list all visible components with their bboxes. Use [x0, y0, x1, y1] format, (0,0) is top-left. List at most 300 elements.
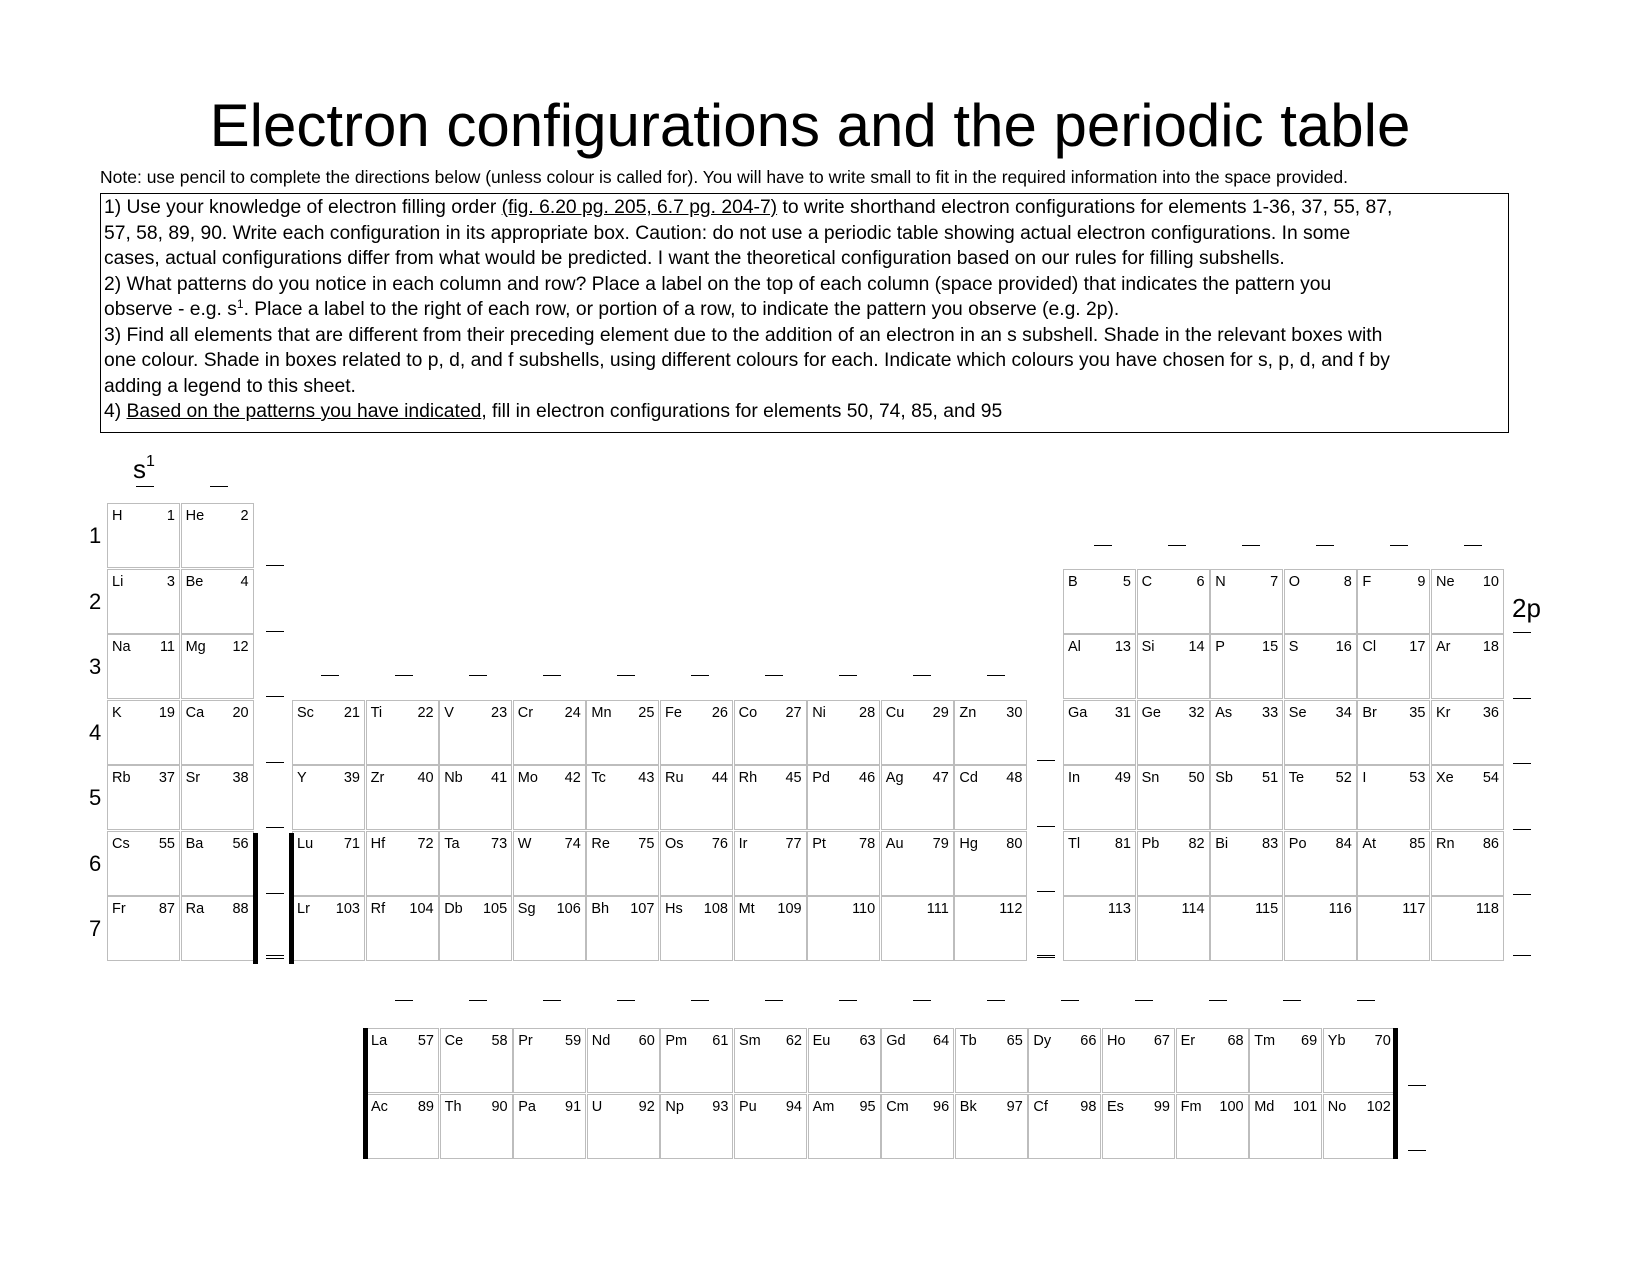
atomic-number: 16 [1335, 639, 1352, 655]
atomic-number: 96 [933, 1098, 950, 1115]
atomic-number: 1 [166, 508, 175, 524]
period-number: 2 [89, 588, 102, 614]
element-symbol: Eu [812, 1033, 831, 1049]
element-cell [366, 765, 439, 830]
atomic-number: 59 [565, 1033, 582, 1049]
atomic-number: 21 [343, 704, 360, 721]
element-cell [1357, 700, 1430, 765]
label-blank [913, 1000, 931, 1001]
atomic-number: 8 [1343, 573, 1352, 590]
label-blank [987, 675, 1005, 676]
textbook-reference: (fig. 6.20 pg. 205, 6.7 pg. 204-7) [501, 197, 778, 218]
label-blank [266, 893, 284, 894]
atomic-number: 6 [1196, 573, 1205, 590]
element-symbol: No [1327, 1098, 1347, 1115]
label-blank [1513, 763, 1531, 764]
label-blank [1037, 957, 1055, 958]
atomic-number: 57 [417, 1033, 434, 1049]
atomic-number: 56 [232, 835, 249, 852]
element-symbol: Mn [591, 704, 612, 721]
element-cell [1357, 569, 1430, 634]
element-symbol: Lr [297, 901, 310, 917]
element-cell [1137, 765, 1210, 830]
element-cell [1102, 1028, 1175, 1093]
atomic-number: 10 [1482, 573, 1499, 590]
element-symbol: Bh [591, 901, 610, 917]
element-cell [1323, 1028, 1396, 1093]
element-cell [807, 765, 880, 830]
period-number: 3 [89, 654, 102, 679]
element-symbol: Li [112, 573, 124, 590]
element-symbol: Ru [665, 770, 684, 786]
atomic-number: 64 [933, 1033, 950, 1049]
element-symbol: Sg [517, 901, 536, 917]
element-cell [107, 569, 180, 634]
element-cell [513, 765, 586, 830]
element-symbol: Th [444, 1098, 462, 1115]
atomic-number: 35 [1409, 704, 1426, 721]
element-symbol: Rn [1436, 835, 1455, 852]
element-cell [1210, 831, 1283, 896]
period-number: 5 [89, 785, 102, 810]
atomic-number: 50 [1188, 770, 1205, 786]
element-symbol: Pr [518, 1033, 533, 1049]
label-blank [691, 1000, 709, 1001]
element-cell [881, 765, 954, 830]
atomic-number: 76 [711, 835, 728, 852]
element-cell [1249, 1094, 1322, 1159]
label-blank [1408, 1150, 1426, 1151]
atomic-number: 13 [1114, 639, 1131, 655]
element-symbol: Ti [370, 704, 383, 721]
label-blank [1168, 545, 1186, 546]
lanthanide-actinide-marker-right [289, 833, 294, 964]
label-blank [1037, 891, 1055, 892]
atomic-number: 52 [1335, 770, 1352, 786]
period-number: 4 [89, 719, 102, 745]
element-symbol: Np [665, 1098, 684, 1115]
atomic-number: 98 [1080, 1098, 1097, 1115]
atomic-number: 97 [1006, 1098, 1023, 1115]
atomic-number: 3 [166, 573, 175, 590]
element-cell [439, 831, 512, 896]
atomic-number: 109 [777, 901, 802, 917]
element-cell [292, 831, 365, 896]
element-cell [660, 700, 733, 765]
atomic-number: 44 [711, 770, 728, 786]
atomic-number: 103 [335, 901, 360, 917]
element-symbol: Fr [112, 901, 126, 917]
label-blank [1513, 632, 1531, 633]
element-cell [1063, 896, 1136, 961]
atomic-number: 47 [932, 770, 949, 786]
direction-1-line-2: 57, 58, 89, 90. Write each configuration in its appropriate box. Caution: do not use a periodic table showing actual electron configurations. In some [104, 222, 1351, 244]
element-symbol: Cf [1033, 1098, 1048, 1115]
element-cell [954, 700, 1027, 765]
element-symbol: Ga [1068, 704, 1088, 721]
direction-3-line-2: one colour. Shade in boxes related to p, d, and f subshells, using different colours for each. Indicate which colours you have chosen for s, p, d, and f by [104, 350, 1390, 371]
label-blank [1037, 760, 1055, 761]
label-blank [691, 675, 709, 676]
element-symbol: Rf [370, 901, 386, 917]
atomic-number: 92 [638, 1098, 655, 1115]
instructions-note: Note: use pencil to complete the directions below (unless colour is called for). You will have to write small to fit in the required information into the space provided. [100, 167, 1349, 187]
label-blank [1513, 955, 1531, 956]
element-symbol: I [1362, 770, 1367, 786]
direction-1-line-1: 1) Use your knowledge of electron filling order (fig. 6.20 pg. 205, 6.7 pg. 204-7) to write shorthand electron configurations for elements 1-36, 37, 55, 87, [104, 197, 1393, 218]
element-symbol: Se [1288, 704, 1307, 721]
atomic-number: 36 [1482, 704, 1499, 721]
atomic-number: 41 [491, 770, 508, 786]
atomic-number: 90 [491, 1098, 508, 1115]
element-symbol: Sr [185, 770, 201, 786]
element-symbol: K [112, 704, 122, 721]
element-cell [587, 1094, 660, 1159]
element-symbol: Cm [886, 1098, 909, 1115]
atomic-number: 43 [638, 770, 655, 786]
atomic-number: 54 [1482, 770, 1499, 786]
element-symbol: Te [1288, 770, 1305, 786]
label-blank [1357, 1000, 1375, 1001]
atomic-number: 38 [232, 770, 249, 786]
atomic-number: 40 [417, 770, 434, 786]
atomic-number: 20 [232, 704, 249, 721]
element-cell [660, 896, 733, 961]
atomic-number: 58 [491, 1033, 508, 1049]
label-blank [1513, 829, 1531, 830]
atomic-number: 102 [1366, 1098, 1391, 1115]
element-cell [292, 700, 365, 765]
label-blank [765, 1000, 783, 1001]
label-blank [1061, 1000, 1079, 1001]
atomic-number: 25 [638, 704, 655, 721]
element-symbol: Lu [297, 835, 314, 852]
element-cell [586, 896, 659, 961]
atomic-number: 65 [1006, 1033, 1023, 1049]
element-cell [734, 1094, 807, 1159]
element-symbol: Os [665, 835, 684, 852]
element-symbol: Db [444, 901, 463, 917]
atomic-number: 94 [785, 1098, 802, 1115]
element-symbol: F [1362, 573, 1372, 590]
element-cell [1357, 896, 1430, 961]
atomic-number: 116 [1328, 901, 1352, 917]
atomic-number: 99 [1153, 1098, 1170, 1115]
element-cell [1102, 1094, 1175, 1159]
label-blank [321, 675, 339, 676]
atomic-number: 82 [1188, 835, 1205, 852]
element-symbol: Au [885, 835, 904, 852]
label-blank [266, 631, 284, 632]
element-cell [660, 831, 733, 896]
label-blank [395, 675, 413, 676]
atomic-number: 37 [158, 770, 175, 786]
element-cell [107, 503, 180, 568]
element-cell [734, 1028, 807, 1093]
element-cell [1284, 896, 1357, 961]
element-symbol: Dy [1033, 1033, 1052, 1049]
label-blank [543, 1000, 561, 1001]
element-symbol: At [1362, 835, 1377, 852]
element-symbol: Hf [370, 835, 386, 852]
atomic-number: 67 [1153, 1033, 1170, 1049]
element-cell [1063, 634, 1136, 699]
label-blank [1209, 1000, 1227, 1001]
element-cell [660, 765, 733, 830]
label-blank [1094, 545, 1112, 546]
element-symbol: Ho [1107, 1033, 1126, 1049]
element-symbol: He [185, 508, 205, 524]
element-cell [1431, 765, 1504, 830]
atomic-number: 117 [1402, 901, 1426, 917]
atomic-number: 71 [343, 835, 360, 852]
atomic-number: 106 [556, 901, 581, 917]
atomic-number: 23 [491, 704, 508, 721]
element-cell [1357, 831, 1430, 896]
element-symbol: Si [1141, 639, 1155, 655]
element-cell [734, 831, 807, 896]
label-blank [266, 955, 284, 956]
element-symbol: Ar [1436, 639, 1451, 655]
label-blank [765, 675, 783, 676]
element-symbol: Tb [959, 1033, 977, 1049]
atomic-number: 75 [638, 835, 655, 852]
element-cell [808, 1094, 881, 1159]
atomic-number: 88 [232, 901, 249, 917]
element-symbol: Nd [591, 1033, 611, 1049]
label-blank [266, 958, 284, 959]
element-cell [955, 1094, 1028, 1159]
element-cell [181, 634, 254, 699]
element-symbol: Md [1254, 1098, 1275, 1115]
element-symbol: P [1215, 639, 1225, 655]
element-cell [1210, 569, 1283, 634]
atomic-number: 77 [785, 835, 802, 852]
element-symbol: Yb [1327, 1033, 1346, 1049]
element-symbol: Br [1362, 704, 1377, 721]
atomic-number: 14 [1188, 639, 1205, 655]
atomic-number: 100 [1219, 1098, 1244, 1115]
element-cell [1210, 765, 1283, 830]
label-blank [266, 565, 284, 566]
element-symbol: La [371, 1033, 388, 1049]
element-cell [1063, 700, 1136, 765]
atomic-number: 26 [711, 704, 728, 721]
element-cell [1063, 831, 1136, 896]
element-cell [1028, 1028, 1101, 1093]
lanthanide-actinide-marker-left [253, 833, 258, 964]
element-cell [181, 569, 254, 634]
atomic-number: 70 [1374, 1033, 1391, 1049]
element-symbol: Re [591, 835, 610, 852]
element-symbol: In [1068, 770, 1081, 786]
label-blank [543, 675, 561, 676]
atomic-number: 89 [417, 1098, 434, 1115]
atomic-number: 66 [1080, 1033, 1097, 1049]
direction-2-line-2: observe - e.g. $s^1$. Place a label to the right of each row, or portion of a row, to indicate the pattern you observe (e.g. 2p). [104, 297, 1120, 320]
element-cell [439, 765, 512, 830]
element-cell [1210, 700, 1283, 765]
label-blank [1037, 955, 1055, 956]
element-symbol: Gd [886, 1033, 906, 1049]
element-cell [1210, 896, 1283, 961]
atomic-number: 32 [1188, 704, 1205, 721]
element-cell [881, 700, 954, 765]
element-cell [1028, 1094, 1101, 1159]
label-blank [1283, 1000, 1301, 1001]
element-cell [292, 896, 365, 961]
element-symbol: Kr [1436, 704, 1451, 721]
element-cell [366, 896, 439, 961]
atomic-number: 87 [158, 901, 175, 917]
atomic-number: 84 [1335, 835, 1352, 852]
element-cell [1176, 1094, 1249, 1159]
element-cell [881, 831, 954, 896]
atomic-number: 104 [409, 901, 434, 917]
element-cell [1137, 896, 1210, 961]
element-cell [439, 896, 512, 961]
atomic-number: 48 [1006, 770, 1023, 786]
element-cell [1284, 831, 1357, 896]
element-cell [513, 896, 586, 961]
element-symbol: Pd [812, 770, 830, 786]
label-blank [469, 1000, 487, 1001]
element-symbol: Ba [185, 835, 204, 852]
element-cell [1431, 896, 1504, 961]
element-symbol: Be [185, 573, 204, 590]
element-cell [1323, 1094, 1396, 1159]
element-cell [1431, 700, 1504, 765]
element-cell [513, 700, 586, 765]
element-symbol: Cs [112, 835, 130, 852]
element-symbol: Ni [812, 704, 826, 721]
element-cell [881, 1094, 954, 1159]
element-symbol: As [1215, 704, 1233, 721]
element-cell [1137, 700, 1210, 765]
element-cell [513, 831, 586, 896]
element-cell [1063, 569, 1136, 634]
element-cell [366, 1028, 439, 1093]
atomic-number: 45 [785, 770, 802, 786]
element-cell [1137, 634, 1210, 699]
element-symbol: Xe [1436, 770, 1454, 786]
element-symbol: V [444, 704, 454, 721]
label-blank [1464, 545, 1482, 546]
atomic-number: 31 [1114, 704, 1131, 721]
element-symbol: H [112, 508, 123, 524]
direction-1-line-3: cases, actual configurations differ from what would be predicted. I want the theoretical configuration based on our rules for filling subshells. [104, 248, 1285, 269]
element-cell [734, 765, 807, 830]
element-symbol: Sn [1141, 770, 1160, 786]
element-cell [1284, 569, 1357, 634]
element-cell [1137, 569, 1210, 634]
atomic-number: 73 [491, 835, 508, 852]
element-symbol: Pb [1141, 835, 1160, 852]
element-symbol: S [1288, 639, 1299, 655]
element-symbol: Cu [885, 704, 905, 721]
element-symbol: Tc [591, 770, 606, 786]
element-cell [1137, 831, 1210, 896]
atomic-number: 24 [564, 704, 581, 721]
label-blank [839, 1000, 857, 1001]
element-cell [1210, 634, 1283, 699]
atomic-number: 42 [564, 770, 581, 786]
label-blank [839, 675, 857, 676]
element-symbol: Pu [739, 1098, 757, 1115]
element-cell [440, 1094, 513, 1159]
atomic-number: 61 [712, 1033, 729, 1049]
atomic-number: 7 [1270, 573, 1279, 590]
element-cell [954, 896, 1027, 961]
element-cell [181, 503, 254, 568]
element-symbol: Fe [665, 704, 682, 721]
element-cell [734, 896, 807, 961]
element-symbol: Zn [959, 704, 977, 721]
element-symbol: Ca [185, 704, 205, 721]
atomic-number: 46 [859, 770, 876, 786]
element-cell [107, 700, 180, 765]
element-cell [1176, 1028, 1249, 1093]
element-cell [1431, 569, 1504, 634]
element-symbol: Ta [444, 835, 460, 852]
element-symbol: Na [112, 639, 131, 655]
atomic-number: 22 [417, 704, 434, 721]
atomic-number: 118 [1475, 901, 1499, 917]
directions-box [100, 193, 1509, 433]
atomic-number: 63 [859, 1033, 876, 1049]
element-symbol: Cl [1362, 639, 1377, 655]
element-cell [807, 700, 880, 765]
element-cell [107, 896, 180, 961]
s-column-label: $s^1$ [133, 453, 155, 484]
row-2p-label: 2p [1512, 593, 1541, 623]
element-cell [1357, 765, 1430, 830]
atomic-number: 74 [564, 835, 581, 852]
atomic-number: 5 [1122, 573, 1131, 590]
element-symbol: Ge [1141, 704, 1161, 721]
element-symbol: Mo [517, 770, 538, 786]
element-symbol: Zr [370, 770, 385, 786]
element-symbol: Mt [738, 901, 755, 917]
element-symbol: Am [812, 1098, 835, 1115]
direction-4: 4) Based on the patterns you have indicated, fill in electron configurations for elements 50, 74, 85, and 95 [104, 401, 1003, 422]
element-cell [660, 1028, 733, 1093]
element-cell [513, 1094, 586, 1159]
atomic-number: 33 [1262, 704, 1279, 721]
element-symbol: W [517, 835, 532, 852]
element-symbol: Er [1180, 1033, 1196, 1049]
f-block-border-left [363, 1028, 368, 1159]
atomic-number: 19 [158, 704, 175, 721]
element-cell [107, 831, 180, 896]
label-blank [136, 486, 154, 487]
element-cell [366, 831, 439, 896]
element-cell [181, 831, 254, 896]
element-symbol: Sm [739, 1033, 761, 1049]
element-cell [292, 765, 365, 830]
period-number: 1 [89, 523, 102, 548]
direction-3-line-3: adding a legend to this sheet. [104, 375, 356, 397]
element-symbol: Pa [518, 1098, 536, 1115]
atomic-number: 107 [630, 901, 655, 917]
element-cell [107, 765, 180, 830]
element-cell [807, 896, 880, 961]
element-cell [366, 1094, 439, 1159]
element-cell [439, 700, 512, 765]
element-symbol: Sb [1215, 770, 1233, 786]
element-cell [660, 1094, 733, 1159]
element-symbol: Mg [185, 639, 206, 655]
